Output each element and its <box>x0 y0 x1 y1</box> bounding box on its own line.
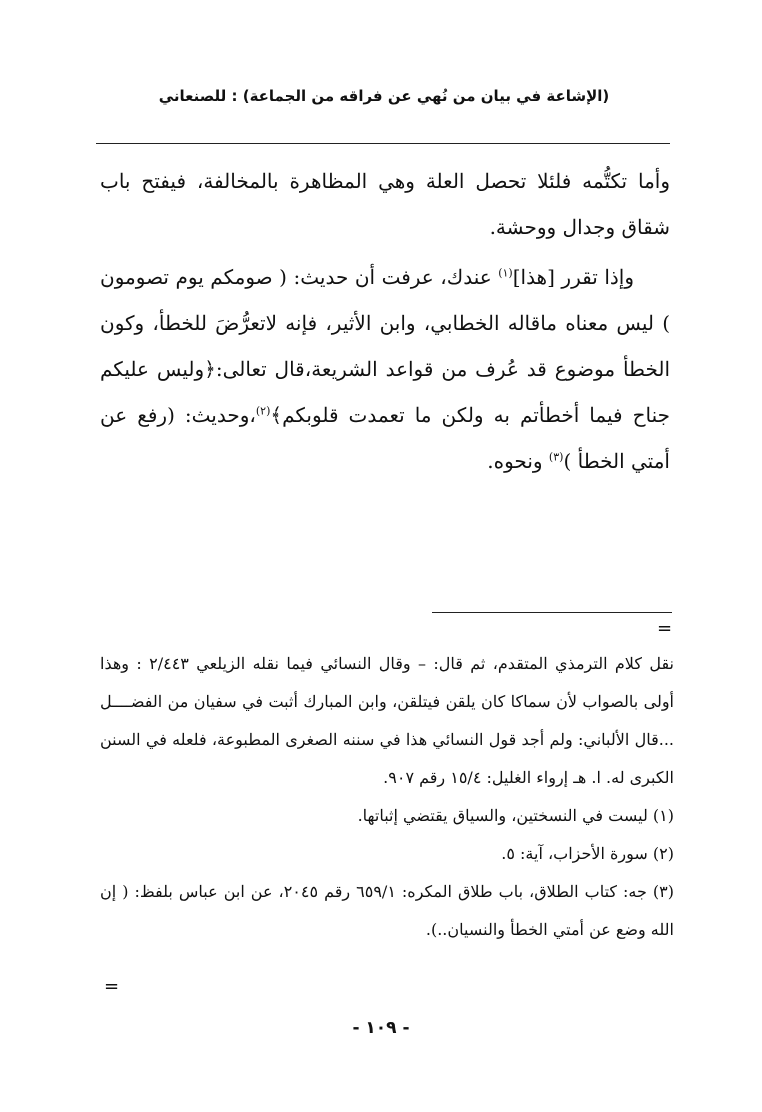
footnote-item: (٣) جه: كتاب الطلاق، باب طلاق المكره: ٦٥٩/١ رقم ٢٠٤٥، عن ابن عباس بلفظ: ( إن الله وضع عن أمتي الخطأ والنسيان..). <box>100 882 675 939</box>
continuation-mark: = <box>657 618 673 639</box>
footnote-reference[interactable]: (٢) <box>255 404 271 418</box>
header-divider <box>96 143 670 144</box>
continues-mark: = <box>104 976 120 997</box>
footnote-item: (١) ليست في النسختين، والسياق يقتضي إثباتها. <box>357 806 674 825</box>
page-number: - ١٠٩ - <box>352 1018 410 1038</box>
paragraph-text: عندك، عرفت أن حديث: ( صومكم يوم تصومون ) ليس معناه ماقاله الخطابي، وابن الأثير، فإنه لاتعرُّضَ للخطأ، وكون الخطأ موضوع قد عُرف من قواعد الشريعة،قال تعالى:﴿وليس عليكم جناح فيما أخطأتم به ولكن ما تعمدت قلوبكم﴾ <box>100 265 670 427</box>
footnote-reference[interactable]: (٣) <box>548 450 564 464</box>
footnotes-section <box>100 645 674 949</box>
footnote-reference[interactable]: (١) <box>498 266 513 280</box>
paragraph-text: وإذا تقرر [هذا] <box>512 265 634 289</box>
paragraph-text: ونحوه. <box>487 449 549 473</box>
body-paragraph-1: وأما تكتُّمه فلئلا تحصل العلة وهي المظاهرة بالمخالفة، فيفتح باب شقاق وجدال ووحشة. <box>100 169 670 239</box>
running-header: (الإشاعة في بيان من نُهي عن فراقه من الجماعة) : للصنعاني <box>158 87 610 105</box>
footnote-item: (٢) سورة الأحزاب، آية: ٥. <box>501 844 674 863</box>
footnote-continued: نقل كلام الترمذي المتقدم، ثم قال: – وقال النسائي فيما نقله الزيلعي ٢/٤٤٣ : وهذا أولى بالصواب لأن سماكا كان يلقن فيتلقن، وابن المبارك أثبت في سفيان من الفضــــل ...قال الألباني: ولم أجد قول النسائي هذا في سننه الصغرى المطبوعة، فلعله في السنن الكبرى له. ا. هـ إرواء الغليل: ١٥/٤ رقم ٩٠٧. <box>100 654 675 787</box>
paragraph-text: ،وحديث: (رفع عن أمتي الخطأ ) <box>100 403 670 473</box>
footnote-divider <box>432 612 672 613</box>
body-paragraph-2 <box>100 254 670 484</box>
